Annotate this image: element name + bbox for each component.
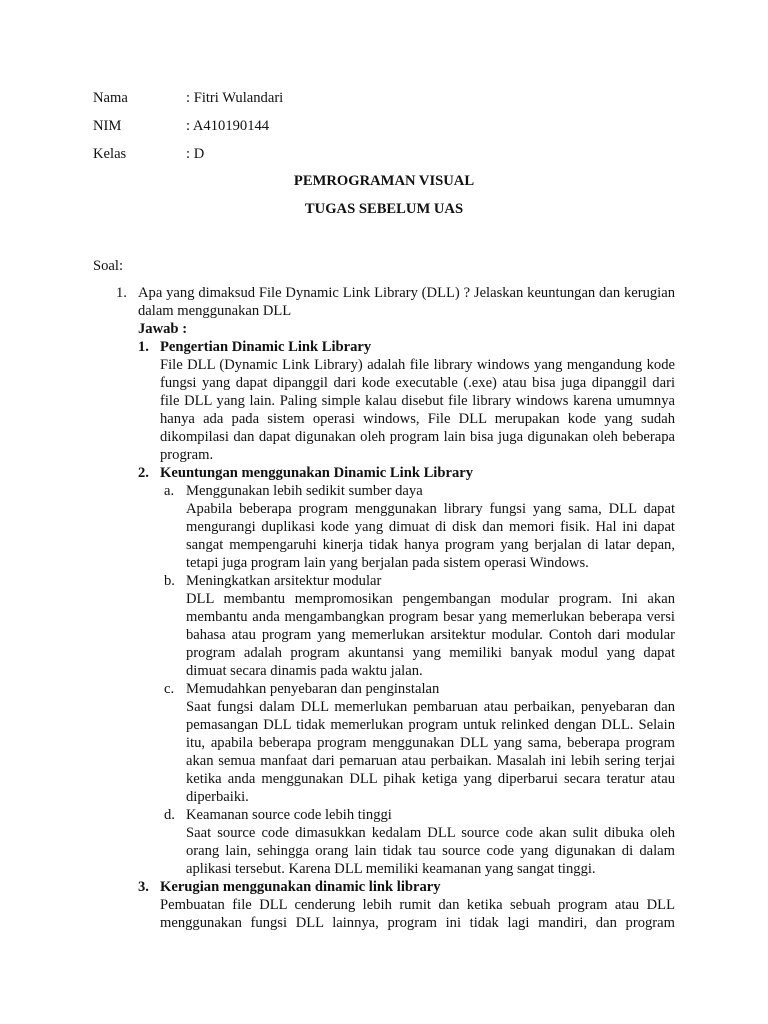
nim-label: NIM: [93, 118, 122, 134]
section-number: 3.: [138, 879, 149, 895]
item-heading: Keamanan source code lebih tinggi: [186, 807, 392, 823]
section-advantages: [138, 464, 675, 878]
advantage-item-a: [164, 482, 675, 572]
item-body: Saat source code dimasukkan kedalam DLL source code akan sulit dibuka oleh orang lain, sehingga orang lain tidak tau source code yang digunakan di dalam aplikasi tersebut. Karena DLL memiliki keamanan yang sangat tinggi.: [186, 825, 675, 877]
nim-value: : A410190144: [186, 118, 270, 134]
section-definition: [138, 338, 675, 464]
advantage-item-c: [164, 680, 675, 806]
item-body: Saat fungsi dalam DLL memerlukan pembaruan atau perbaikan, penyebaran dan pemasangan DLL tidak memerlukan program untuk relinked dengan DLL. Selain itu, apabila beberapa program menggunakan DLL yang sama, beberapa program akan semua manfaat dari pemaruan atau perbaikan. Masalah ini lebih sering terjai ketika anda menggunakan DLL pihak ketiga yang diperbarui secara teratur atau diperbaiki.: [186, 699, 675, 805]
nama-label: Nama: [93, 90, 128, 106]
answer-label: Jawab :: [138, 321, 188, 337]
item-letter: b.: [164, 573, 175, 589]
item-heading: Menggunakan lebih sedikit sumber daya: [186, 483, 423, 499]
item-letter: c.: [164, 681, 175, 697]
section-heading: Keuntungan menggunakan Dinamic Link Library: [160, 465, 474, 481]
item-letter: d.: [164, 807, 175, 823]
item-letter: a.: [164, 483, 175, 499]
section-heading: Pengertian Dinamic Link Library: [160, 339, 372, 355]
page-subtitle: TUGAS SEBELUM UAS: [304, 201, 464, 217]
nama-value: : Fitri Wulandari: [186, 90, 284, 106]
answer: [138, 320, 675, 932]
item-heading: Meningkatkan arsitektur modular: [186, 573, 382, 589]
advantage-item-d: [164, 806, 675, 878]
question-text: Apa yang dimaksud File Dynamic Link Library (DLL) ? Jelaskan keuntungan dan kerugian dalam menggunakan DLL: [138, 285, 675, 319]
question: [116, 284, 675, 320]
item-body: Apabila beberapa program menggunakan library fungsi yang sama, DLL dapat mengurangi duplikasi kode yang dimuat di disk dan memori fisik. Hal ini dapat sangat mempengaruhi kinerja tidak hanya program yang berjalan di latar depan, tetapi juga program lain yang berjalan pada sistem operasi Windows.: [186, 501, 675, 571]
kelas-label: Kelas: [93, 146, 127, 162]
section-body: File DLL (Dynamic Link Library) adalah file library windows yang mengandung kode fungsi yang dapat dipanggil dari kode executable (.exe) atau bisa juga dipanggil dari file DLL yang lain. Paling simple kalau disebut file library windows karena umumnya hanya ada pada sistem operasi windows, File DLL merupakan kode yang sudah dikompilasi dan dapat digunakan oleh program lain bisa juga digunakan oleh beberapa program.: [160, 357, 675, 463]
section-disadvantages: [138, 878, 675, 932]
section-number: 2.: [138, 465, 149, 481]
page-title: PEMROGRAMAN VISUAL: [293, 173, 475, 189]
soal-label: Soal:: [93, 258, 123, 274]
section-heading: Kerugian menggunakan dinamic link library: [160, 879, 441, 895]
section-body: Pembuatan file DLL cenderung lebih rumit dan ketika sebuah program atau DLL menggunakan fungsi DLL lainnya, program ini tidak lagi mandiri, dan program: [160, 897, 675, 931]
section-number: 1.: [138, 339, 149, 355]
advantage-item-b: [164, 572, 675, 680]
item-heading: Memudahkan penyebaran dan penginstalan: [186, 681, 440, 697]
item-body: DLL membantu mempromosikan pengembangan modular program. Ini akan membantu anda mengambangkan program besar yang memerlukan beberapa versi bahasa atau program yang memerlukan arsitektur modular. Contoh dari modular program adalah program akuntansi yang memiliki banyak modul yang dapat dimuat secara dinamis pada waktu jalan.: [186, 591, 675, 679]
kelas-value: : D: [186, 146, 205, 162]
question-number: 1.: [116, 285, 127, 301]
